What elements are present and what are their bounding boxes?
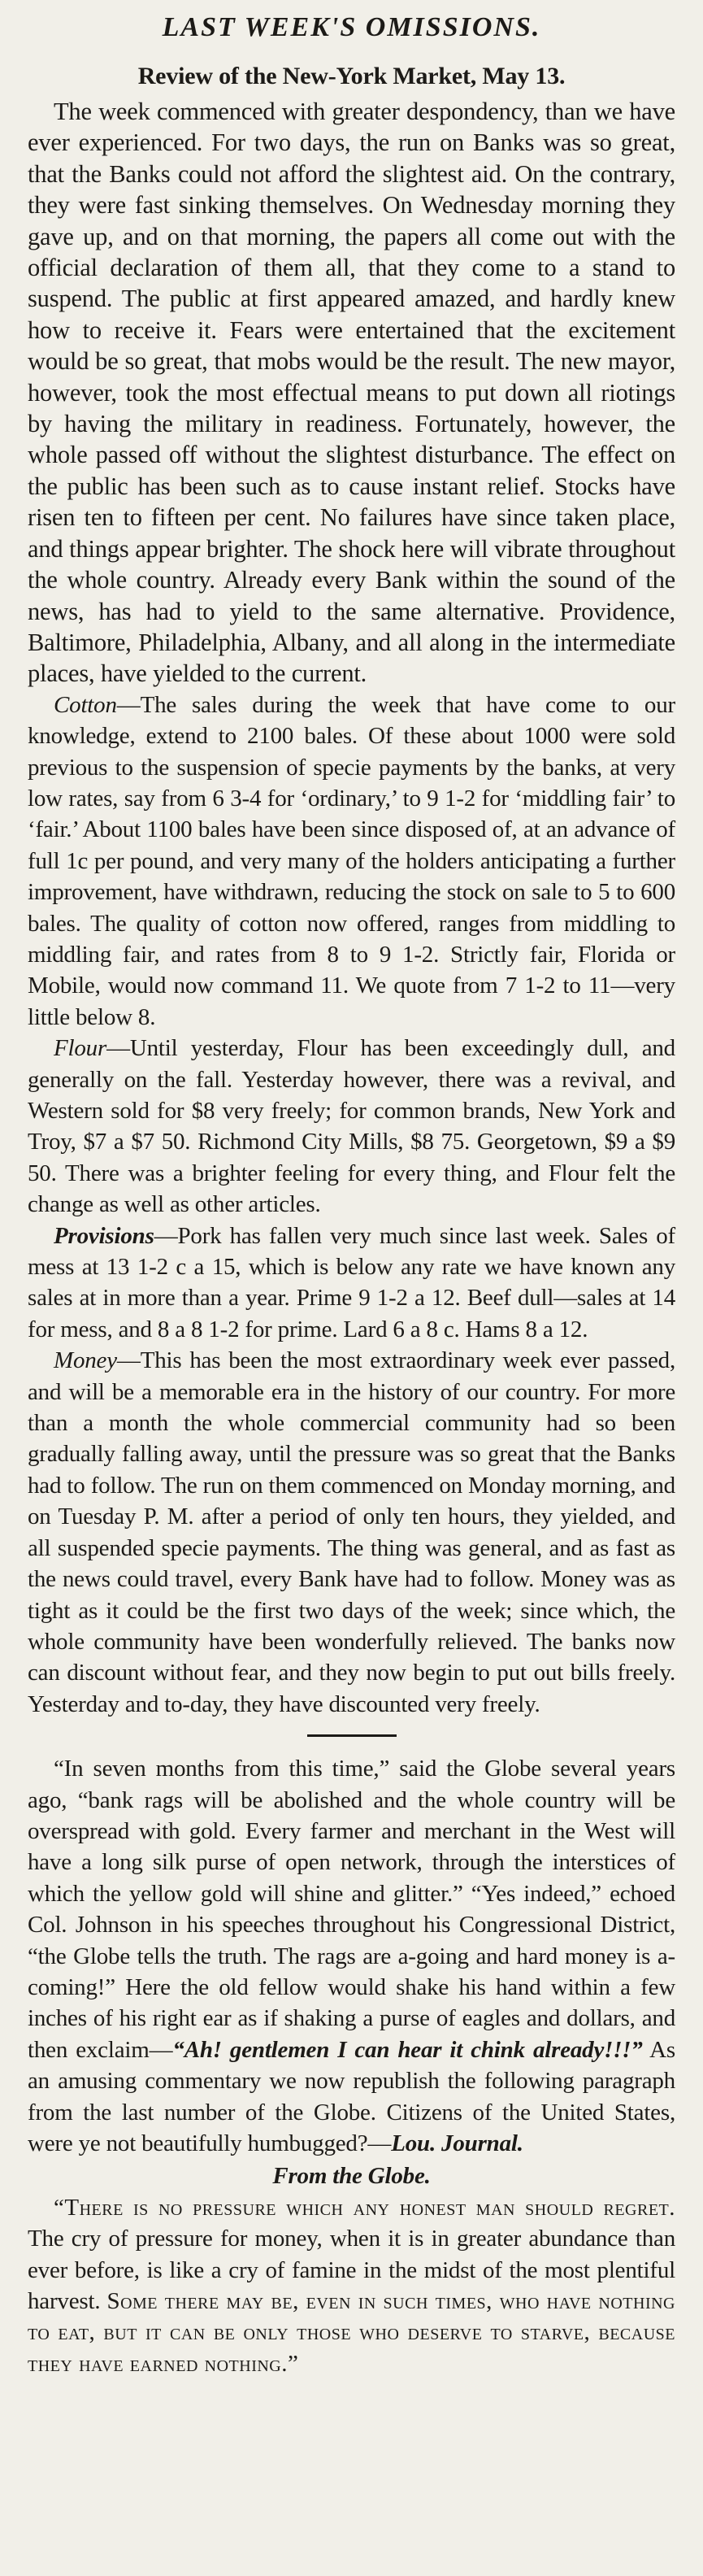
globe-exclaim: “Ah! gentlemen I can hear it chink already!!!” <box>172 2036 643 2063</box>
provisions-label: Provisions <box>54 1222 154 1249</box>
from-globe-caps-2: Some there may be, even in such times, who have nothing to eat, but it can be only those who deserve to starve, because they have earned nothing.” <box>28 2288 675 2377</box>
money-label: Money <box>54 1347 117 1374</box>
headline: LAST WEEK'S OMISSIONS. <box>162 12 541 42</box>
globe-paragraph <box>28 1753 675 2159</box>
from-globe-heading: From the Globe. <box>272 2163 431 2190</box>
globe-after: As an amusing commentary we now republish the following paragraph from the last number of the Globe. Citizens of the United States, were ye not beautifully humbugged?— <box>28 2036 676 2156</box>
flour-label: Flour <box>54 1035 107 1062</box>
cotton-text: —The sales during the week that have come to our knowledge, extend to 2100 bales. Of these about 1000 were sold previous to the suspension of specie payments by the banks, at very low rates, say from 6 3-4 for ‘ordinary,’ to 9 1-2 for ‘middling fair’ to ‘fair.’ About 1100 bales have been since disposed of, at an advance of full 1c per pound, and very many of the holders anticipating a further improvement, have withdrawn, reducing the stock on sale to 5 to 600 bales. The quality of cotton now offered, ranges from middling to middling fair, and rates from 8 to 9 1-2. Strictly fair, Florida or Mobile, would now command 11. We quote from 7 1-2 to 11—very little below 8. <box>28 691 675 1030</box>
flour-text: —Until yesterday, Flour has been exceedingly dull, and generally on the fall. Yesterday however, there was a revival, and Western sold for $8 very freely; for common brands, New York and Troy, $7 a $7 50. Richmond City Mills, $8 75. Georgetown, $9 a $9 50. There was a brighter feeling for every thing, and Flour felt the change as well as other articles. <box>28 1035 675 1218</box>
section-divider <box>307 1734 397 1737</box>
from-globe-middle: The cry of pressure for money, when it is in greater abundance than ever before, is like a cry of famine in the midst of the most plentiful harvest. <box>28 2226 675 2315</box>
from-globe-caps-1: “There is no pressure which any honest man should regret. <box>54 2194 675 2221</box>
from-globe-paragraph <box>28 2192 675 2379</box>
globe-text: “In seven months from this time,” said the Globe several years ago, “bank rags will be abolished and the whole country will be overspread with gold. Every farmer and merchant in the West will have a long silk purse of open network, through the interstices of which the yellow gold will shine and glitter.” “Yes indeed,” echoed Col. Johnson in his speeches throughout his Congressional District, “the Globe tells the truth. The rags are a-going and hard money is a-coming!” Here the old fellow would shake his hand within a few inches of his right ear as if shaking a purse of eagles and dollars, and then exclaim— <box>28 1756 675 2063</box>
flour-paragraph <box>28 1033 675 1220</box>
money-text: —This has been the most extraordinary week ever passed, and will be a memorable era in the history of our country. For more than a month the whole commercial community had so been gradually falling away, until the pressure was so great that the Banks had to follow. The run on them commenced on Monday morning, and on Tuesday P. M. after a period of only ten hours, they yielded, and all suspended specie payments. The thing was general, and as fast as the news could travel, every Bank have had to follow. Money was as tight as it could be the first two days of the week; since which, the whole community have been wonderfully relieved. The banks now can discount without fear, and they now begin to put out bills freely. Yesterday and to-day, they have discounted very freely. <box>28 1347 675 1717</box>
cotton-paragraph <box>28 690 675 1033</box>
money-paragraph <box>28 1345 675 1720</box>
intro-paragraph: The week commenced with greater despondency, than we have ever experienced. For two days, the run on Banks was so great, that the Banks could not afford the slightest aid. On the contrary, they were fast sinking themselves. On Wednesday morning they gave up, and on that morning, the papers all come out with the official declaration of them all, that they come to a stand to suspend. The public at first appeared amazed, and hardly knew how to receive it. Fears were entertained that the excitement would be so great, that mobs would be the result. The new mayor, however, took the most effectual means to put down all riotings by having the military in readiness. Fortunately, however, the whole passed off without the slightest disturbance. The effect on the public has been such as to cause instant relief. Stocks have risen ten to fifteen per cent. No failures have since taken place, and things appear brighter. The shock here will vibrate throughout the whole country. Already every Bank within the sound of the news, has had to yield to the same alternative. Providence, Baltimore, Philadelphia, Albany, and all along in the intermediate places, have yielded to the current. <box>28 98 675 688</box>
cotton-label: Cotton <box>54 691 117 718</box>
market-review-subhead: Review of the New-York Market, May 13. <box>137 63 566 89</box>
provisions-paragraph <box>28 1221 675 1346</box>
globe-attribution: Lou. Journal. <box>391 2130 523 2156</box>
provisions-text: —Pork has fallen very much since last week. Sales of mess at 13 1-2 c a 15, which is below any rate we have known any sales at in more than a year. Prime 9 1-2 a 12. Beef dull—sales at 14 for mess, and 8 a 8 1-2 for prime. Lard 6 a 8 c. Hams 8 a 12. <box>28 1222 675 1342</box>
